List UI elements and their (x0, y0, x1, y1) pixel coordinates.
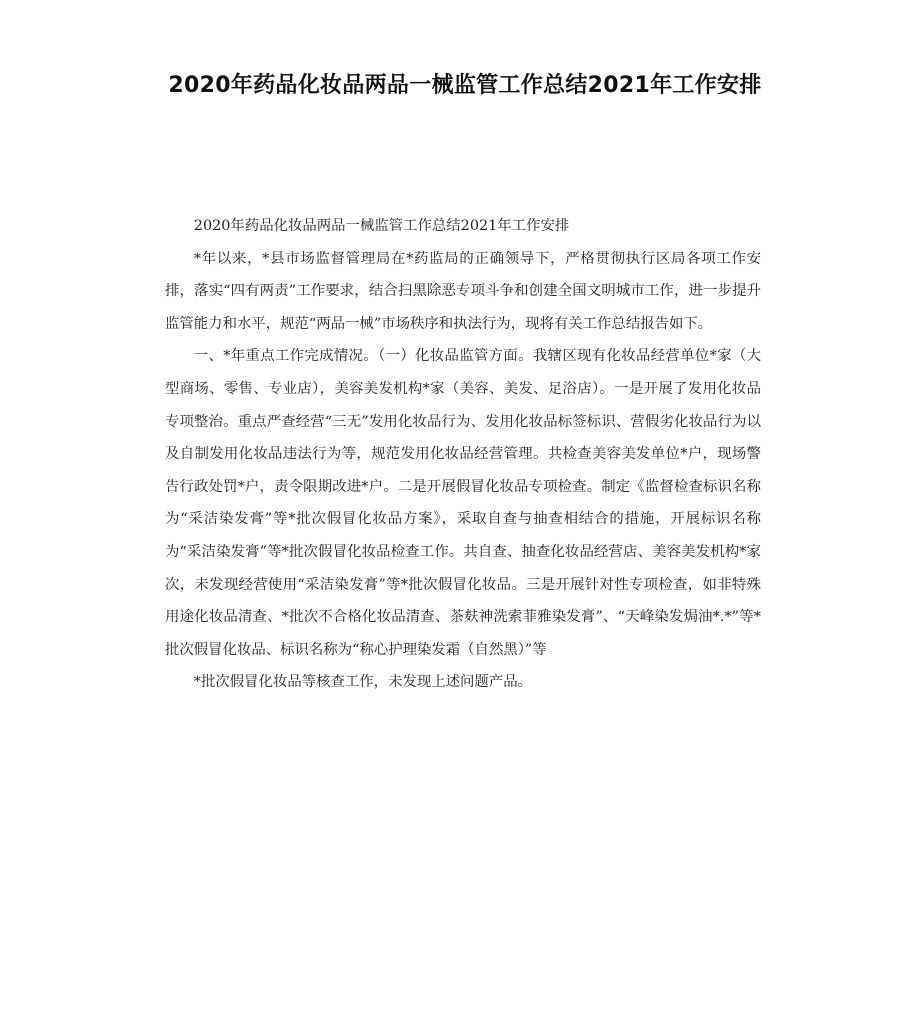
paragraph-closing: *批次假冒化妆品等核查工作，未发现上述问题产品。 (193, 674, 532, 691)
paragraph-intro: *年以来，*县市场监督管理局在*药监局的正确领导下，严格贯彻执行区局各项工作安排，落实“四有两责”工作要求，结合扫黑除恶专项斗争和创建全国文明城市工作，进一步提升监管能力和水平，规范“两品一械”市场秩序和执法行为，现将有关工作总结报告如下。 (165, 250, 761, 332)
document-body (165, 210, 761, 699)
paragraph-section-one: 一、*年重点工作完成情况。（一）化妆品监管方面。我辖区现有化妆品经营单位*家（大型商场、零售、专业店），美容美发机构*家（美容、美发、足浴店）。一是开展了发用化妆品专项整治。重点严查经营“三无”发用化妆品行为、发用化妆品标签标识、营假劣化妆品行为以及自制发用化妆品违法行为等，规范发用化妆品经营管理。共检查美容美发单位*户，现场警告行政处罚*户，责令限期改进*户。二是开展假冒化妆品专项检查。制定《监督检查标识名称为“采洁染发膏”等*批次假冒化妆品方案》，采取自查与抽查相结合的措施，开展标识名称为“采洁染发膏”等*批次假冒化妆品检查工作。共自查、抽查化妆品经营店、美容美发机构*家次，未发现经营使用“采洁染发膏”等*批次假冒化妆品。三是开展针对性专项检查，如非特殊用途化妆品清查、*批次不合格化妆品清查、茶麸神洗索菲雅染发膏”、“天峰染发焗油*.*”等*批次假冒化妆品、标识名称为“称心护理染发霜（自然黑）”等 (165, 348, 761, 658)
paragraph-subtitle: 2020年药品化妆品两品一械监管工作总结2021年工作安排 (193, 218, 570, 234)
document-title: 2020年药品化妆品两品一械监管工作总结2021年工作安排 (168, 73, 762, 98)
